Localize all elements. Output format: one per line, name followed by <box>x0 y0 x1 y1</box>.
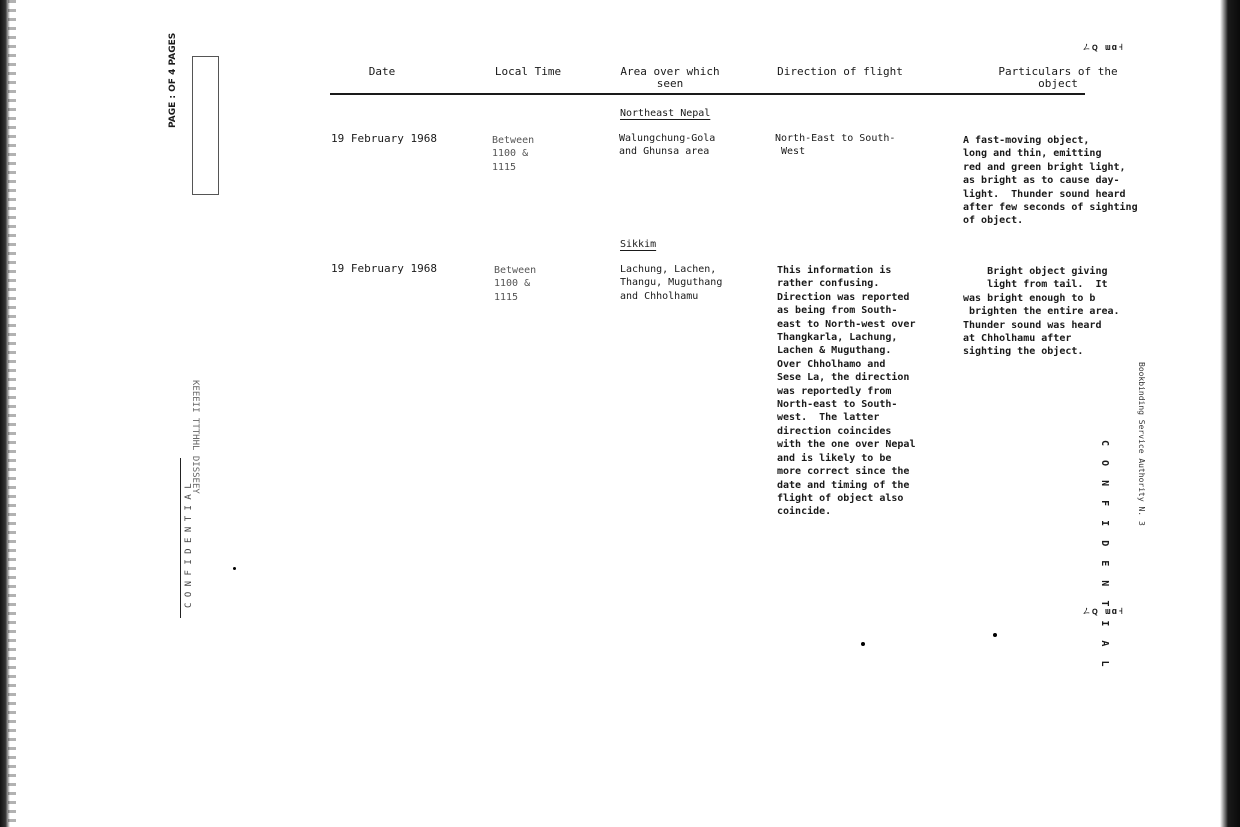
scan-speck <box>993 633 997 637</box>
scan-speck <box>233 567 236 570</box>
row2-time: Between 1100 & 1115 <box>494 265 537 303</box>
page-label-text: PAGE : OF 4 PAGES <box>168 32 178 128</box>
row2-area: Lachung, Lachen, Thangu, Muguthang and Chholhamu <box>620 264 723 302</box>
header-rule <box>330 93 1085 95</box>
scan-speck <box>861 642 865 646</box>
bottom-right-mark: ㄥꞯ ɯɑ˧ <box>1082 607 1125 617</box>
row1-direction: North-East to South- West <box>775 133 896 158</box>
row1-area: Walungchung-Gola and Ghunsa area <box>619 133 716 158</box>
scan-edge-left-texture <box>8 0 16 827</box>
row2-direction: This information is rather confusing. Direction was reported as being from South- east to North-west over Thangkarla, Lachung, Lachen & Muguthang. Over Chholhamo and Sese La, the direction was reportedly from North-east to South- west. The latter direction coincides with the one over Nepal and is likely to be more correct since the date and timing of the flight of object also coincide. <box>777 265 916 518</box>
col-header-direction: Direction of flight <box>777 65 903 78</box>
top-right-mark: ㄥꞯ ɯɑ˧ <box>1082 43 1125 53</box>
col-header-particulars: Particulars of the object <box>998 65 1118 90</box>
right-margin-stamp-text: Bookbinding Service Authority N. 3 <box>1137 362 1146 526</box>
row1-particulars: A fast-moving object, long and thin, emitting red and green bright light, as bright as to cause day- light. Thunder sound heard after few seconds of sighting of object. <box>963 135 1138 227</box>
row2-particulars: Bright object giving light from tail. It was bright enough to b brighten the entire area. Thunder sound was heard at Chholhamu after sighting the object. <box>963 266 1120 358</box>
row1-time: Between 1100 & 1115 <box>492 135 535 173</box>
section-title-sikkim: Sikkim <box>620 239 657 250</box>
row2-date: 19 February 1968 <box>331 262 437 275</box>
row1-date: 19 February 1968 <box>331 132 437 145</box>
scan-edge-right <box>1220 0 1240 827</box>
col-header-local-time: Local Time <box>494 65 562 78</box>
left-margin-line <box>180 458 181 618</box>
left-margin-classification-text: C O N F I D E N T I A L <box>184 483 194 608</box>
col-header-date: Date <box>368 65 396 78</box>
page-number-box <box>192 56 219 195</box>
section-title-nepal: Northeast Nepal <box>620 108 711 119</box>
col-header-area: Area over which seen <box>620 65 720 90</box>
left-margin-vertical-text: KEEEII TTTHHL DISSEEY <box>190 380 200 494</box>
right-margin-classification-text: C O N F I D E N T I A L <box>1099 440 1110 671</box>
